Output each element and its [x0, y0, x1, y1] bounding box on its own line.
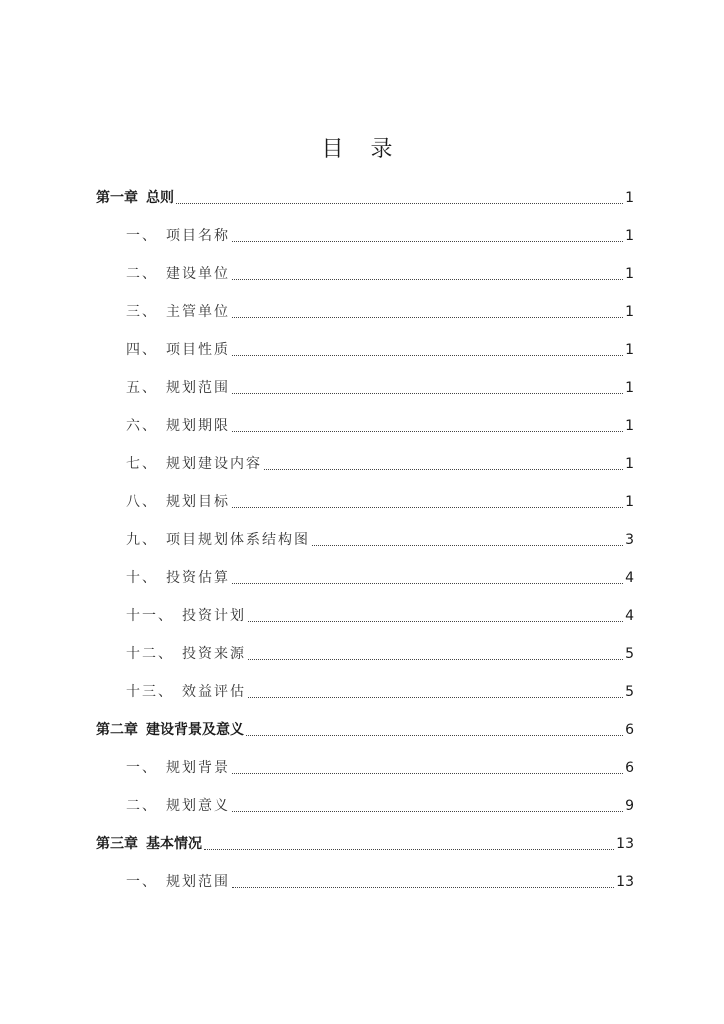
- toc-entry-number: 四、: [126, 342, 158, 358]
- toc-entry-page: 1: [625, 342, 634, 358]
- toc-entry-label: 投资来源: [182, 646, 246, 662]
- toc-entry-page: 5: [625, 684, 634, 700]
- toc-entry-page: 4: [625, 608, 634, 624]
- dot-leader: [232, 421, 623, 432]
- toc-section-entry[interactable]: [96, 474, 634, 512]
- dot-leader: [248, 611, 623, 622]
- dot-leader: [176, 193, 623, 204]
- toc-entry-number: 十二、: [126, 646, 174, 662]
- toc-entry-label: 主管单位: [166, 304, 230, 320]
- toc-list: [96, 170, 634, 892]
- toc-entry-page: 1: [625, 266, 634, 282]
- toc-entry-label: 规划范围: [166, 380, 230, 396]
- toc-entry-label: 项目规划体系结构图: [166, 532, 310, 548]
- toc-section-entry[interactable]: [96, 208, 634, 246]
- toc-section-entry[interactable]: [96, 360, 634, 398]
- toc-section-entry[interactable]: [96, 664, 634, 702]
- toc-entry-page: 1: [625, 418, 634, 434]
- toc-entry-label: 建设单位: [166, 266, 230, 282]
- toc-entry-number: 七、: [126, 456, 158, 472]
- toc-entry-label: 效益评估: [182, 684, 246, 700]
- toc-entry-label: 项目性质: [166, 342, 230, 358]
- toc-entry-number: 五、: [126, 380, 158, 396]
- dot-leader: [312, 535, 623, 546]
- toc-entry-number: 第二章: [96, 722, 138, 738]
- toc-entry-page: 4: [625, 570, 634, 586]
- dot-leader: [232, 383, 623, 394]
- toc-section-entry[interactable]: [96, 550, 634, 588]
- toc-entry-number: 二、: [126, 798, 158, 814]
- toc-entry-page: 9: [625, 798, 634, 814]
- toc-entry-label: 规划范围: [166, 874, 230, 890]
- dot-leader: [232, 269, 623, 280]
- toc-entry-page: 6: [625, 760, 634, 776]
- toc-entry-number: 一、: [126, 874, 158, 890]
- toc-section-entry[interactable]: [96, 626, 634, 664]
- dot-leader: [232, 307, 623, 318]
- dot-leader: [246, 725, 623, 736]
- toc-entry-label: 投资计划: [182, 608, 246, 624]
- toc-entry-number: 六、: [126, 418, 158, 434]
- toc-entry-number: 八、: [126, 494, 158, 510]
- toc-section-entry[interactable]: [96, 512, 634, 550]
- toc-entry-label: 规划背景: [166, 760, 230, 776]
- toc-section-entry[interactable]: [96, 322, 634, 360]
- toc-chapter-entry[interactable]: [96, 702, 634, 740]
- toc-entry-page: 1: [625, 228, 634, 244]
- toc-entry-number: 三、: [126, 304, 158, 320]
- toc-entry-page: 1: [625, 304, 634, 320]
- toc-entry-page: 13: [616, 836, 634, 852]
- toc-section-entry[interactable]: [96, 284, 634, 322]
- toc-title: 目 录: [321, 137, 403, 162]
- toc-entry-label: 建设背景及意义: [146, 722, 244, 738]
- dot-leader: [264, 459, 623, 470]
- dot-leader: [248, 687, 623, 698]
- toc-entry-label: 项目名称: [166, 228, 230, 244]
- toc-entry-label: 总则: [146, 190, 174, 206]
- toc-entry-page: 5: [625, 646, 634, 662]
- toc-entry-number: 九、: [126, 532, 158, 548]
- dot-leader: [232, 877, 614, 888]
- toc-entry-page: 1: [625, 190, 634, 206]
- toc-entry-number: 二、: [126, 266, 158, 282]
- toc-entry-label: 投资估算: [166, 570, 230, 586]
- toc-entry-label: 规划期限: [166, 418, 230, 434]
- toc-entry-label: 规划建设内容: [166, 456, 262, 472]
- toc-entry-page: 1: [625, 456, 634, 472]
- dot-leader: [232, 573, 623, 584]
- toc-entry-number: 第一章: [96, 190, 138, 206]
- toc-chapter-entry[interactable]: [96, 170, 634, 208]
- toc-section-entry[interactable]: [96, 246, 634, 284]
- toc-entry-number: 十三、: [126, 684, 174, 700]
- dot-leader: [232, 763, 623, 774]
- toc-entry-page: 1: [625, 380, 634, 396]
- toc-entry-number: 一、: [126, 228, 158, 244]
- toc-entry-label: 规划目标: [166, 494, 230, 510]
- dot-leader: [232, 231, 623, 242]
- toc-entry-label: 规划意义: [166, 798, 230, 814]
- dot-leader: [248, 649, 623, 660]
- toc-entry-page: 1: [625, 494, 634, 510]
- toc-entry-page: 3: [625, 532, 634, 548]
- toc-section-entry[interactable]: [96, 588, 634, 626]
- dot-leader: [232, 801, 623, 812]
- toc-entry-page: 6: [625, 722, 634, 738]
- dot-leader: [232, 497, 623, 508]
- toc-section-entry[interactable]: [96, 778, 634, 816]
- toc-section-entry[interactable]: [96, 854, 634, 892]
- toc-entry-page: 13: [616, 874, 634, 890]
- toc-section-entry[interactable]: [96, 436, 634, 474]
- toc-entry-number: 十一、: [126, 608, 174, 624]
- toc-section-entry[interactable]: [96, 398, 634, 436]
- toc-chapter-entry[interactable]: [96, 816, 634, 854]
- toc-entry-number: 十、: [126, 570, 158, 586]
- toc-section-entry[interactable]: [96, 740, 634, 778]
- toc-entry-label: 基本情况: [146, 836, 202, 852]
- toc-entry-number: 第三章: [96, 836, 138, 852]
- toc-entry-number: 一、: [126, 760, 158, 776]
- dot-leader: [204, 839, 614, 850]
- dot-leader: [232, 345, 623, 356]
